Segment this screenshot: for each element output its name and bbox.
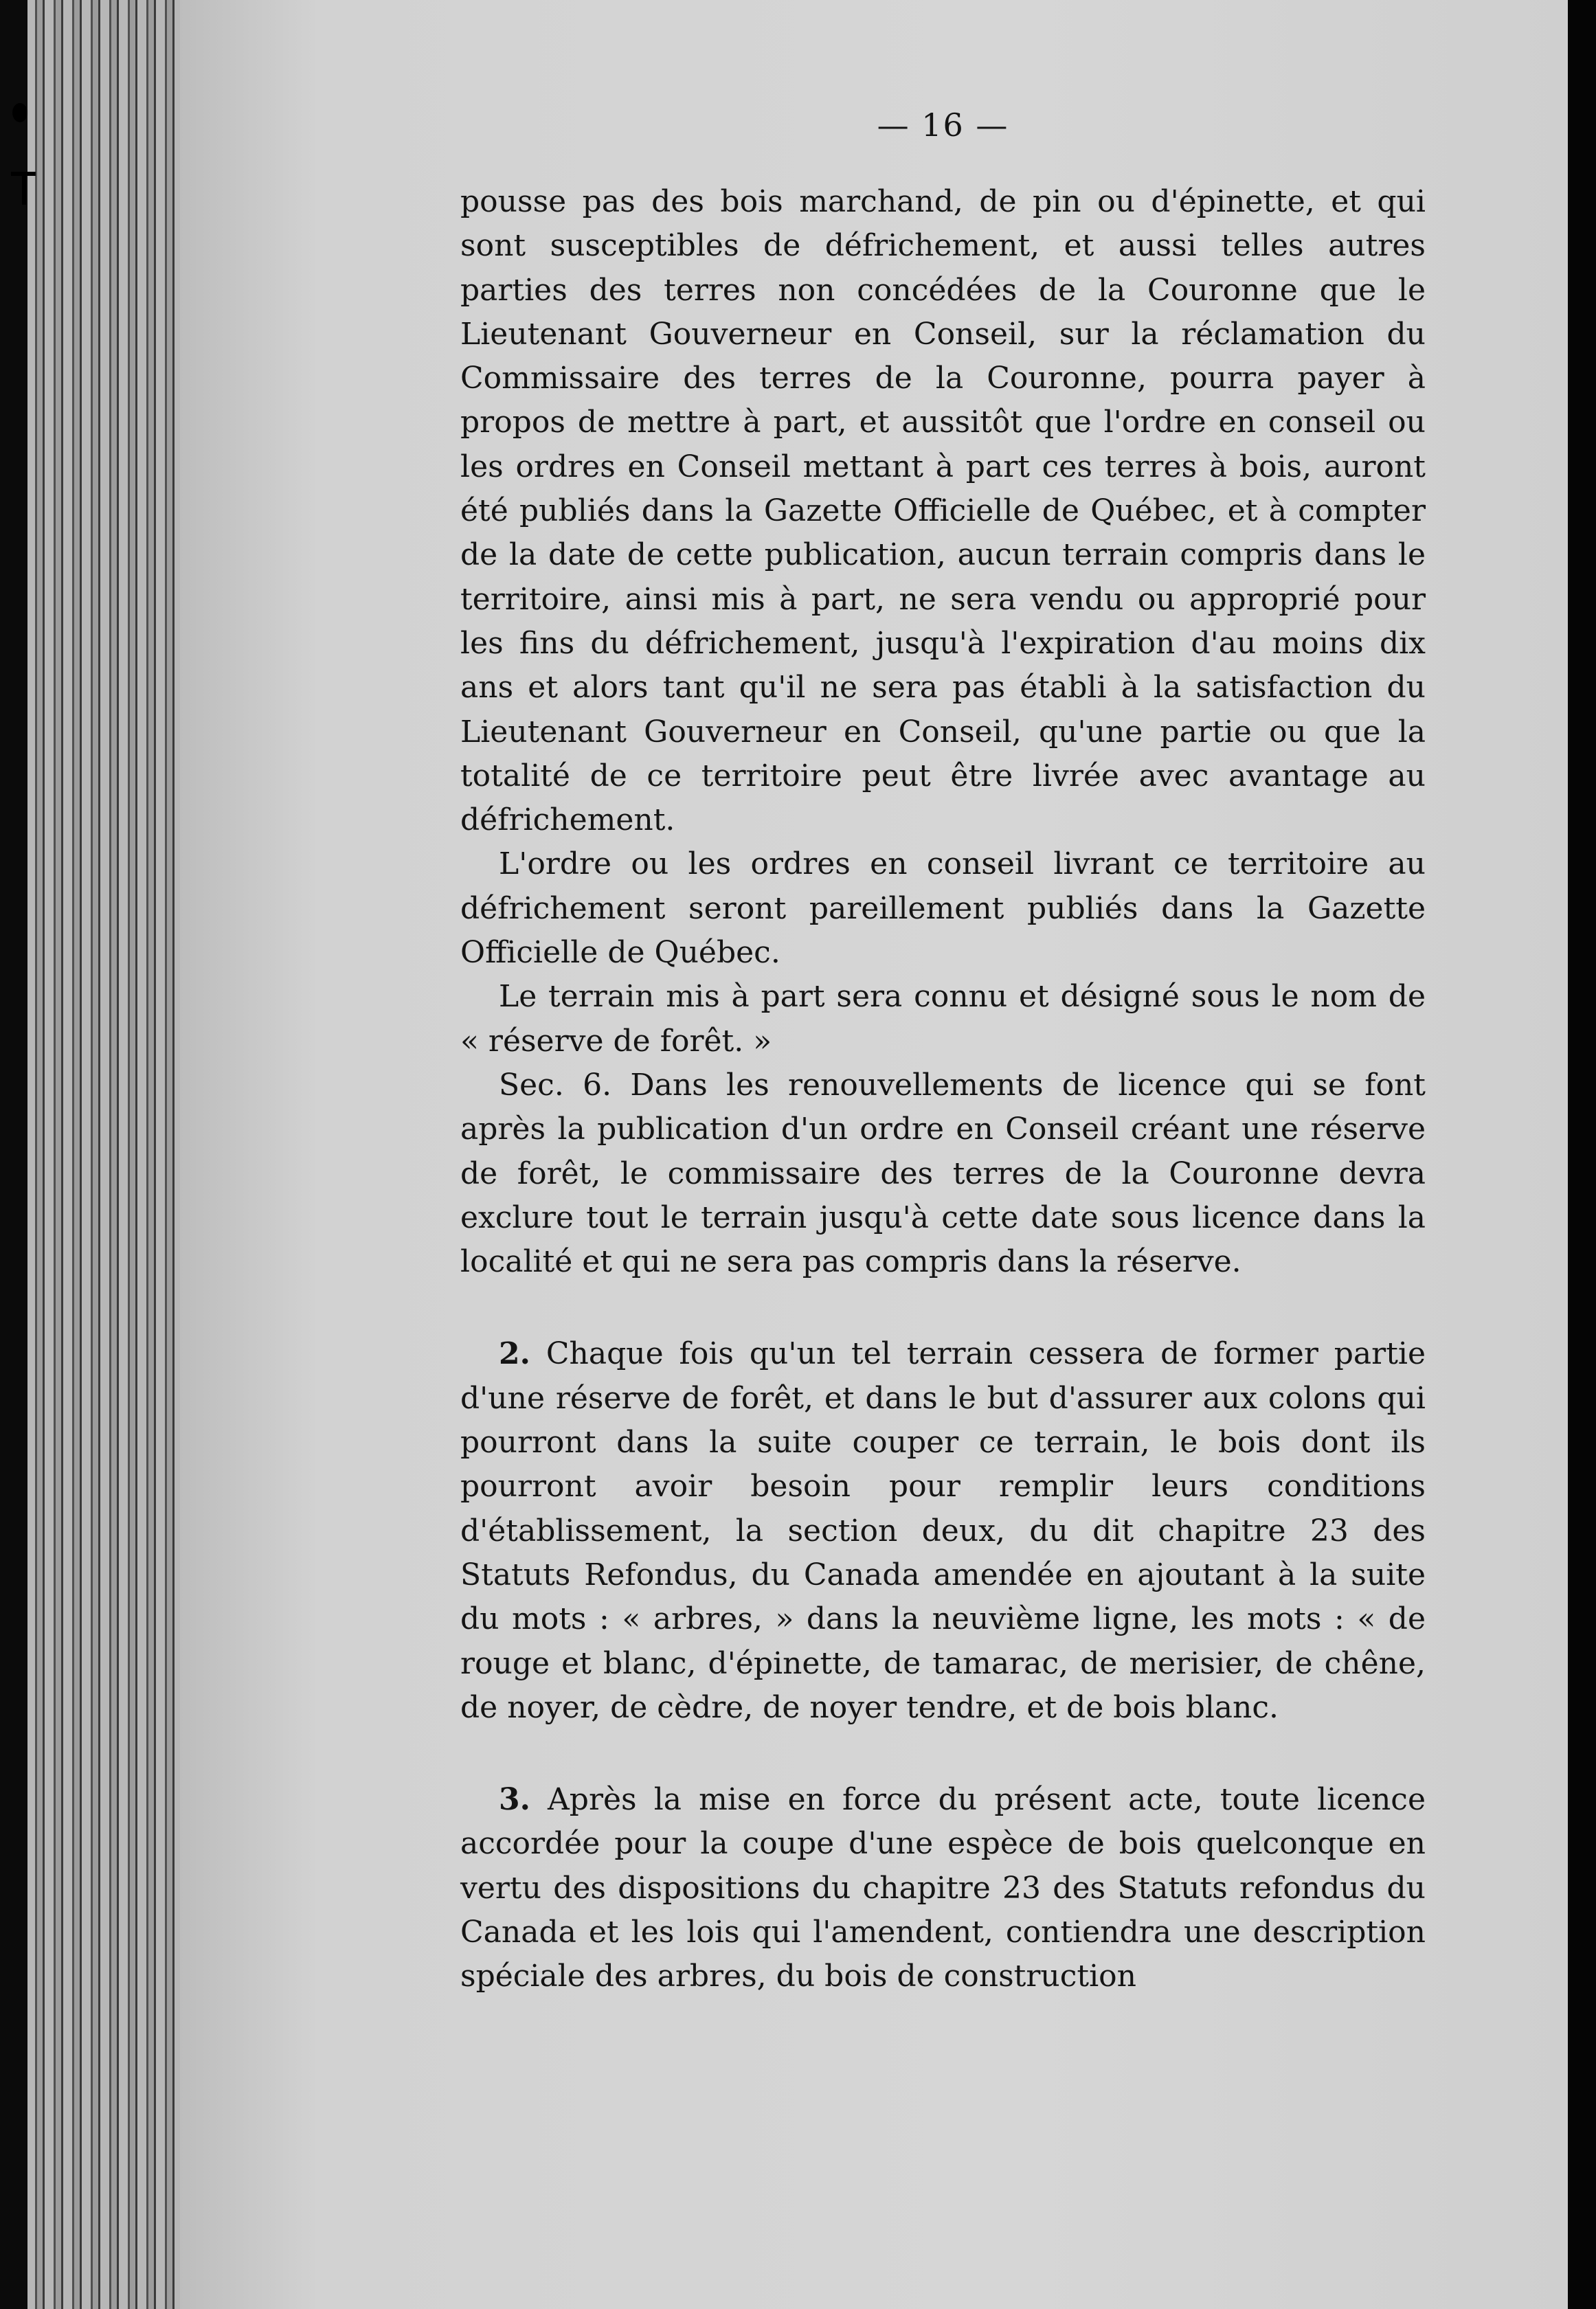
section-spacer [460,1284,1426,1332]
paragraph-text: Chaque fois qu'un tel terrain cessera de former partie d'une réserve de forêt, et dans le but d'assurer aux colons qui pourront dans la suite couper ce terrain, le bois dont ils pourront avoir besoin pour remplir leurs conditions d'établissement, la section deux, du dit chapitre 23 des Statuts Refondus, du Canada amendée en ajoutant à la suite du mots : « arbres, » dans la neuvième ligne, les mots : « de rouge et blanc, d'épinette, de tamarac, de merisier, de chêne, de noyer, de cèdre, de noyer tendre, et de bois blanc. [460,1336,1426,1725]
paragraph-text: Après la mise en force du présent acte, toute licence accordée pour la coupe d'une espèce de bois quelconque en vertu des dispositions du chapitre 23 des Statuts refondus du Canada et les lois qui l'amendent, contiendra une description spéciale des arbres, du bois de construction [460,1782,1426,1994]
paragraph: L'ordre ou les ordres en conseil livrant ce territoire au défrichement seront pareillement publiés dans la Gazette Officielle de Québec. [460,846,1426,971]
edge-mark [22,172,26,205]
edge-mark [12,103,27,122]
scan-border [1568,0,1596,2309]
section-number: 2. [499,1336,530,1372]
paragraph: Le terrain mis à part sera connu et désigné sous le nom de « réserve de forêt. » [460,979,1426,1059]
paragraph: Sec. 6. Dans les renouvellements de licence qui se font après la publication d'un ordre en Conseil créant une réserve de forêt, le commissaire des terres de la Couronne devra exclure tout le terrain jusqu'à cette date sous licence dans la localité et qui ne sera pas compris dans la réserve. [460,1067,1426,1280]
body-text [460,180,1426,1999]
binding-shadow [0,0,27,2309]
section-spacer [460,1730,1426,1778]
section-number: 3. [499,1782,530,1818]
page-number: — 16 — [877,106,1009,144]
paragraph: pousse pas des bois marchand, de pin ou d'épinette, et qui sont susceptibles de défrichement, et aussi telles autres parties des terres non concédées de la Couronne que le Lieutenant Gouverneur en Conseil, sur la réclamation du Commissaire des terres de la Couronne, pourra payer à propos de mettre à part, et aussitôt que l'ordre en conseil ou les ordres en Conseil mettant à part ces terres à bois, auront été publiés dans la Gazette Officielle de Québec, et à compter de la date de cette publication, aucun terrain compris dans le territoire, ainsi mis à part, ne sera vendu ou approprié pour les fins du défrichement, jusqu'à l'expiration d'au moins dix ans et alors tant qu'il ne sera pas établi à la satisfaction du Lieutenant Gouverneur en Conseil, qu'une partie ou que la totalité de ce territoire peut être livrée avec avantage au défrichement. [460,184,1426,838]
numbered-paragraph [460,1778,1426,1998]
numbered-paragraph [460,1332,1426,1730]
stacked-page-edges [0,0,186,2309]
